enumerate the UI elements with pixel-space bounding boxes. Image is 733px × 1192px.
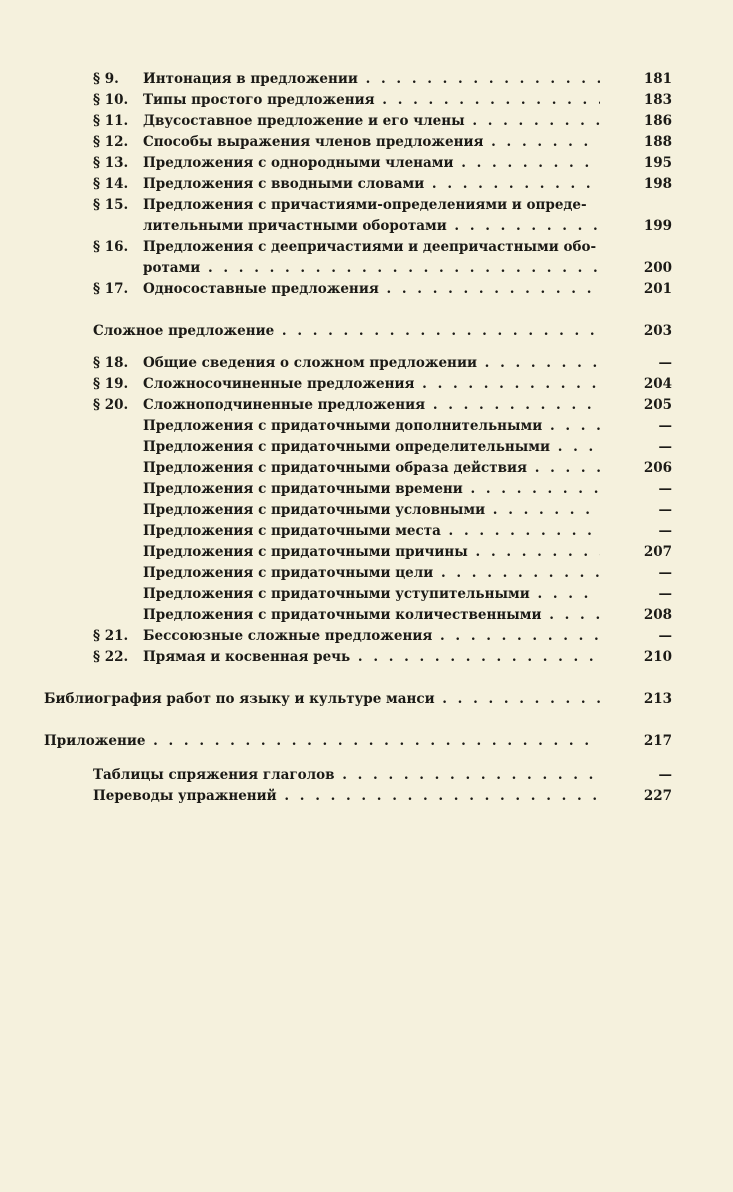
toc-subentry	[0, 562, 733, 584]
page-number: 186	[643, 113, 672, 129]
toc-subentry	[0, 604, 733, 626]
entry-title: Сложноподчиненные предложения . . .	[143, 394, 600, 416]
page-number: 201	[643, 281, 672, 297]
page-number: —	[658, 502, 672, 518]
entry-title: Общие сведения о сложном предложении . . .	[143, 352, 600, 374]
page-number: —	[658, 523, 672, 539]
entry-title: Бессоюзные сложные предложения . . .	[143, 625, 600, 647]
toc-entry	[0, 394, 733, 416]
page-number: —	[658, 355, 672, 371]
section-number: § 16.	[93, 239, 129, 255]
toc-entry	[0, 785, 733, 807]
toc-entry	[0, 625, 733, 647]
section-number: § 9.	[93, 71, 119, 87]
page-number: —	[658, 767, 672, 783]
entry-title: Предложения с придаточными места . . .	[143, 520, 600, 542]
section-number: § 17.	[93, 281, 129, 297]
section-number: § 13.	[93, 155, 129, 171]
page-number: 208	[643, 607, 672, 623]
page-number: 200	[643, 260, 672, 276]
entry-title: ротами . . .	[143, 257, 600, 279]
entry-title: Интонация в предложении . . .	[143, 68, 600, 90]
entry-title: Способы выражения членов предложения . . .	[143, 131, 600, 153]
page-number: 195	[643, 155, 672, 171]
section-number: § 21.	[93, 628, 129, 644]
toc-entry	[0, 764, 733, 786]
page-number: 207	[643, 544, 672, 560]
page-number: 181	[643, 71, 672, 87]
toc-entry	[0, 131, 733, 153]
page-number: —	[658, 481, 672, 497]
toc-part-heading	[0, 688, 733, 710]
page-number: 213	[643, 691, 672, 707]
entry-title: Предложения с придаточными дополнительными . . .	[143, 415, 600, 437]
entry-title: Приложение . . .	[44, 730, 600, 752]
toc-entry	[0, 236, 733, 258]
entry-title: Предложения с деепричастиями и деепричастными обо-	[143, 239, 597, 255]
toc-subentry	[0, 478, 733, 500]
entry-title: Предложения с придаточными причины . . .	[143, 541, 600, 563]
section-number: § 12.	[93, 134, 129, 150]
toc-entry	[0, 278, 733, 300]
page-number: 206	[643, 460, 672, 476]
section-number: § 18.	[93, 355, 129, 371]
entry-title: Предложения с придаточными образа действия . . .	[143, 457, 600, 479]
section-number: § 14.	[93, 176, 129, 192]
section-number: § 22.	[93, 649, 129, 665]
toc-entry	[0, 646, 733, 668]
page-number: —	[658, 628, 672, 644]
page-number: 217	[643, 733, 672, 749]
section-number: § 11.	[93, 113, 129, 129]
entry-title: Предложения с придаточными цели . . .	[143, 562, 600, 584]
toc-subentry	[0, 457, 733, 479]
toc-entry	[0, 194, 733, 216]
entry-title: Предложения с придаточными количественными . . .	[143, 604, 600, 626]
section-number: § 20.	[93, 397, 129, 413]
entry-title: Предложения с придаточными условными . . .	[143, 499, 600, 521]
toc-entry	[0, 373, 733, 395]
toc-entry	[0, 352, 733, 374]
entry-title: Предложения с придаточными уступительными . . .	[143, 583, 600, 605]
page-number: —	[658, 439, 672, 455]
entry-title: Предложения с однородными членами . . .	[143, 152, 600, 174]
page-number: —	[658, 565, 672, 581]
toc-entry	[0, 89, 733, 111]
toc-part-heading	[0, 320, 733, 342]
entry-title: Предложения с вводными словами . . .	[143, 173, 600, 195]
page-number: —	[658, 586, 672, 602]
toc-entry	[0, 68, 733, 90]
page-number: 227	[643, 788, 672, 804]
toc-subentry	[0, 583, 733, 605]
entry-title: Библиография работ по языку и культуре манси . . .	[44, 688, 600, 710]
page-number: 210	[643, 649, 672, 665]
toc-subentry	[0, 499, 733, 521]
entry-title: Двусоставное предложение и его члены . . .	[143, 110, 600, 132]
entry-title: лительными причастными оборотами . . .	[143, 215, 600, 237]
section-number: § 19.	[93, 376, 129, 392]
page-number: 199	[643, 218, 672, 234]
page-number: 203	[643, 323, 672, 339]
page-number: 204	[643, 376, 672, 392]
toc-subentry	[0, 520, 733, 542]
page-number: 188	[643, 134, 672, 150]
toc-entry-continuation	[0, 215, 733, 237]
entry-title: Таблицы спряжения глаголов . . .	[93, 764, 600, 786]
entry-title: Типы простого предложения . . .	[143, 89, 600, 111]
toc-entry	[0, 173, 733, 195]
page-number: 205	[643, 397, 672, 413]
entry-title: Сложносочиненные предложения . . .	[143, 373, 600, 395]
entry-title: Односоставные предложения . . .	[143, 278, 600, 300]
entry-title: Предложения с придаточными времени . . .	[143, 478, 600, 500]
toc-subentry	[0, 415, 733, 437]
toc-entry-continuation	[0, 257, 733, 279]
page-number: 183	[643, 92, 672, 108]
toc-entry	[0, 152, 733, 174]
entry-title: Сложное предложение . . .	[93, 320, 600, 342]
entry-title: Переводы упражнений . . .	[93, 785, 600, 807]
toc-subentry	[0, 436, 733, 458]
toc-part-heading	[0, 730, 733, 752]
toc-entry	[0, 110, 733, 132]
entry-title: Предложения с причастиями-определениями и опреде-	[143, 197, 587, 213]
toc-subentry	[0, 541, 733, 563]
entry-title: Прямая и косвенная речь . . .	[143, 646, 600, 668]
section-number: § 15.	[93, 197, 129, 213]
page-number: —	[658, 418, 672, 434]
page-number: 198	[643, 176, 672, 192]
section-number: § 10.	[93, 92, 129, 108]
entry-title: Предложения с придаточными определительными . . .	[143, 436, 600, 458]
